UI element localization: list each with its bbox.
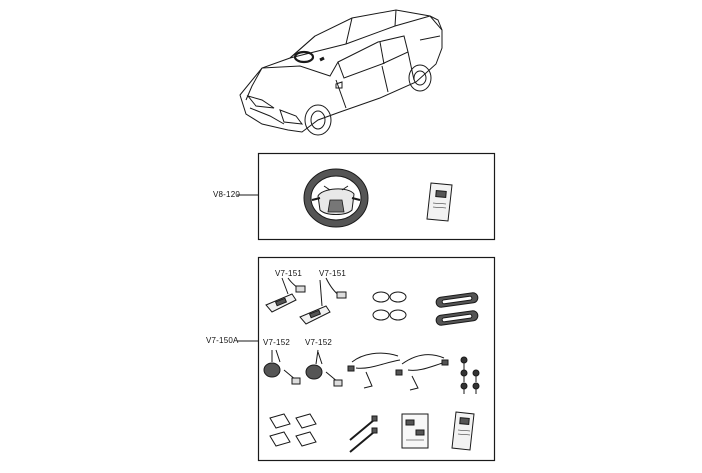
footwell-lamp-left	[266, 278, 305, 312]
screw-set	[461, 357, 479, 394]
lamp-left-code-label: V7-151	[275, 269, 302, 278]
puddle-lamp-right	[306, 350, 342, 386]
drilling-template-icon	[402, 414, 428, 448]
car-illustration	[240, 10, 442, 135]
puddle-lamp-left	[264, 350, 300, 384]
steering-wheel-kit-box	[237, 154, 495, 240]
pod-right-code-label: V7-152	[305, 338, 332, 347]
lamp-trim-bezels	[436, 292, 479, 326]
footwell-lamp-right	[300, 278, 346, 324]
pod-left-code-label: V7-152	[263, 338, 290, 347]
adhesive-pads	[270, 414, 316, 446]
kit-instruction-booklet-icon	[452, 412, 474, 450]
instruction-booklet-icon	[427, 183, 452, 221]
cable-ties	[350, 416, 377, 452]
wheel-kit-code-label: V8-120	[213, 190, 240, 199]
lamp-right-code-label: V7-151	[319, 269, 346, 278]
lamp-kit-code-label: V7-150A	[206, 336, 239, 345]
lens-covers	[373, 292, 406, 320]
wiring-harnesses	[348, 353, 448, 390]
steering-wheel-illustration	[304, 169, 368, 227]
lamp-kit-box	[237, 258, 495, 461]
